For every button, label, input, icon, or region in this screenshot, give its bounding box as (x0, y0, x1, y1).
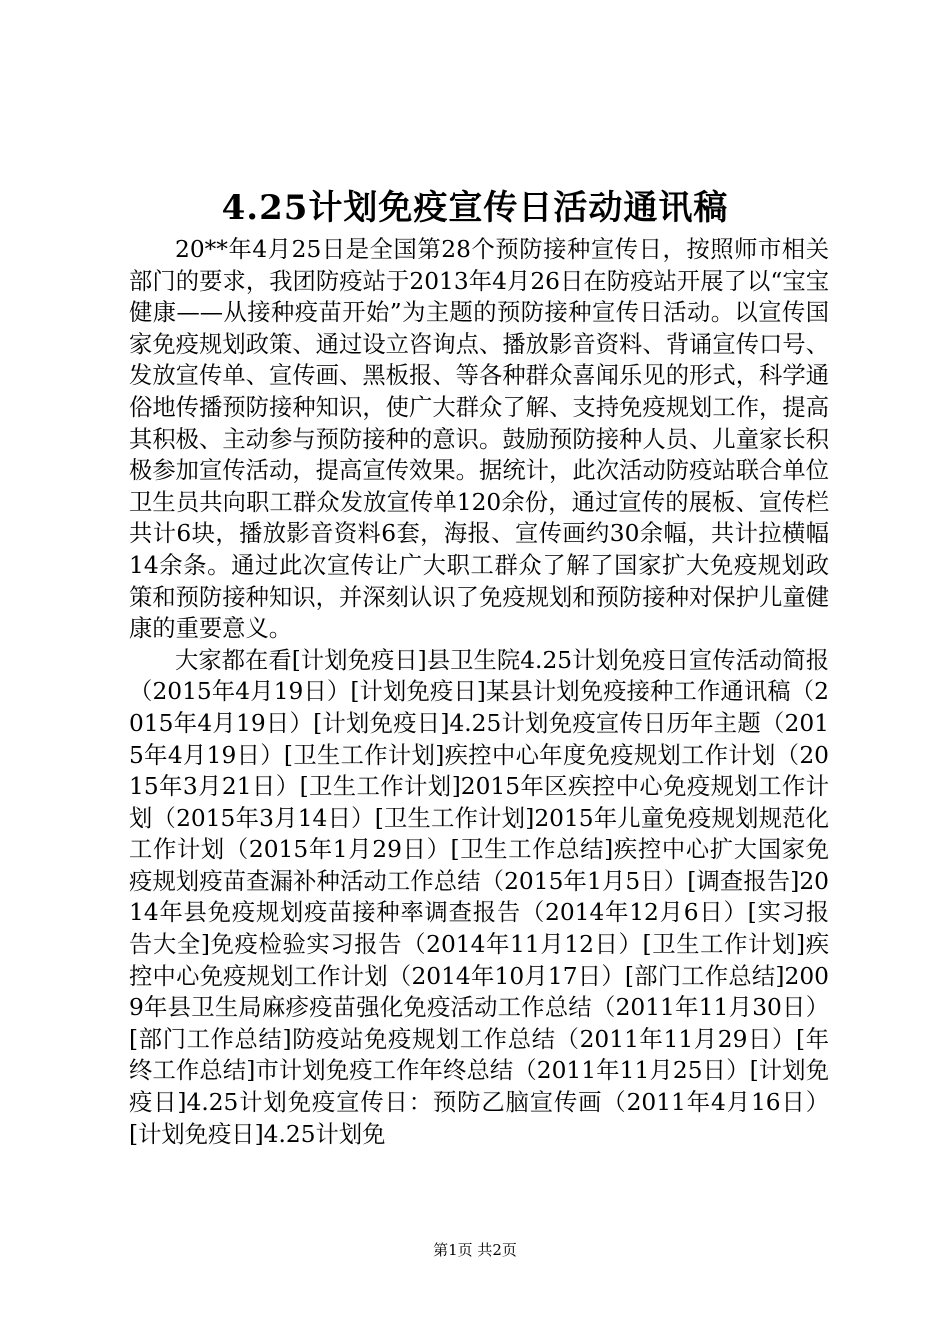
page-footer: 第1页 共2页 (433, 1241, 517, 1259)
document-body (129, 234, 829, 1150)
document-title: 4.25计划免疫宣传日活动通讯稿 (221, 188, 729, 228)
body-paragraph-2: 大家都在看[计划免疫日]县卫生院4.25计划免疫日宣传活动简报（2015年4月19日）[计划免疫日]某县计划免疫接种工作通讯稿（2015年4月19日）[计划免疫日]4.25计划免疫宣传日历年主题（2015年4月19日）[卫生工作计划]疾控中心年度免疫规划工作计划（2015年3月21日）[卫生工作计划]2015年区疾控中心免疫规划工作计划（2015年3月14日）[卫生工作计划]2015年儿童免疫规划规范化工作计划（2015年1月29日）[卫生工作总结]疾控中心扩大国家免疫规划疫苗查漏补种活动工作总结（2015年1月5日）[调查报告]2014年县免疫规划疫苗接种率调查报告（2014年12月6日）[实习报告大全]免疫检验实习报告（2014年11月12日）[卫生工作计划]疾控中心免疫规划工作计划（2014年10月17日）[部门工作总结]2009年县卫生局麻疹疫苗强化免疫活动工作总结（2011年11月30日）[部门工作总结]防疫站免疫规划工作总结（2011年11月29日）[年终工作总结]市计划免疫工作年终总结（2011年11月25日）[计划免疫日]4.25计划免疫宣传日：预防乙脑宣传画（2011年4月16日）[计划免疫日]4.25计划免 (129, 646, 829, 1148)
body-paragraph-1: 20**年4月25日是全国第28个预防接种宣传日，按照师市相关部门的要求，我团防疫站于2013年4月26日在防疫站开展了以“宝宝健康——从接种疫苗开始”为主题的预防接种宣传日活动。以宣传国家免疫规划政策、通过设立咨询点、播放影音资料、背诵宣传口号、发放宣传单、宣传画、黑板报、等各种群众喜闻乐见的形式，科学通俗地传播预防接种知识，使广大群众了解、支持免疫规划工作，提高其积极、主动参与预防接种的意识。鼓励预防接种人员、儿童家长积极参加宣传活动，提高宣传效果。据统计，此次活动防疫站联合单位卫生员共向职工群众发放宣传单120余份，通过宣传的展板、宣传栏共计6块，播放影音资料6套，海报、宣传画约30余幅，共计拉横幅14余条。通过此次宣传让广大职工群众了解了国家扩大免疫规划政策和预防接种知识，并深刻认识了免疫规划和预防接种对保护儿童健康的重要意义。 (129, 236, 829, 643)
